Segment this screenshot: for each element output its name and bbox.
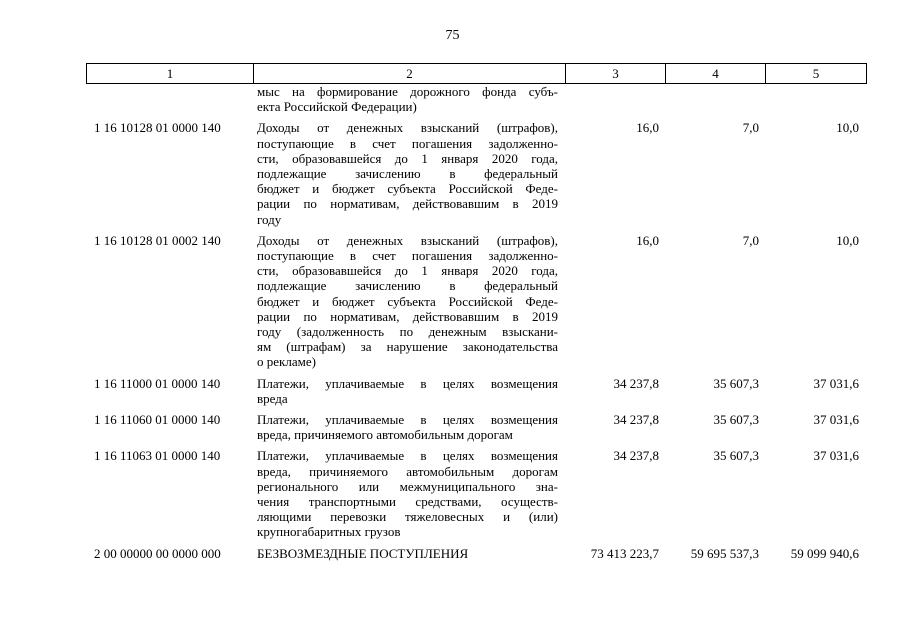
- revenue-name-line: Доходы от денежных взысканий (штрафов),: [257, 120, 558, 136]
- header-cell-2: 2: [254, 64, 566, 83]
- revenue-name: [253, 84, 565, 114]
- budget-code: 1 16 11000 01 0000 140: [94, 375, 221, 391]
- revenue-name-line: крупногабаритных грузов: [257, 524, 401, 540]
- value-v3: [565, 84, 665, 114]
- revenue-name-line: Платежи, уплачиваемые в целях возмещения: [257, 448, 558, 464]
- revenue-name: [253, 233, 565, 370]
- revenue-name-line: регионального или межмуниципального зна-: [257, 478, 558, 494]
- revenue-name-line: екта Российской Федерации): [257, 99, 417, 115]
- revenue-name: [253, 120, 565, 226]
- budget-code: 2 00 00000 00 0000 000: [94, 545, 221, 561]
- header-cell-5: 5: [812, 66, 820, 81]
- revenue-name-line: вреда, причиняемого автомобильным дорогам: [257, 463, 558, 479]
- revenue-name-line: сти, образовавшейся до 1 января 2020 года,: [257, 150, 558, 166]
- table-row: [86, 84, 865, 114]
- revenue-name-line: году: [257, 211, 282, 227]
- value-v3: 16,0: [636, 120, 659, 136]
- table-row: [86, 233, 865, 370]
- revenue-name-line: ляющими перевозки тяжеловесных и (или): [257, 509, 558, 525]
- revenue-name: [253, 376, 565, 406]
- revenue-name-line: ям (штрафам) за нарушение законодательства: [257, 339, 558, 355]
- header-cell-3: 3: [566, 64, 666, 83]
- value-v5: [765, 84, 865, 114]
- value-v4: [665, 84, 765, 114]
- table-row: [86, 448, 865, 539]
- value-v5: 10,0: [836, 120, 859, 136]
- revenue-name-line: вреда, причиняемого автомобильным дорогам: [257, 427, 513, 443]
- budget-code: 1 16 11063 01 0000 140: [94, 448, 221, 464]
- revenue-name-line: вреда: [257, 390, 288, 406]
- revenue-name-line: поступающие в счет погашения задолженно-: [257, 248, 558, 264]
- value-v5: 37 031,6: [813, 375, 859, 391]
- page-number: 75: [445, 28, 460, 43]
- revenue-name-line: мыс на формирование дорожного фонда субъ-: [257, 84, 558, 99]
- header-cell-1: 1: [87, 64, 254, 83]
- revenue-name: [253, 412, 565, 442]
- revenue-name-line: Доходы от денежных взысканий (штрафов),: [257, 232, 558, 248]
- revenue-name-line: чения транспортными средствами, осуществ-: [257, 494, 558, 510]
- table-row: [86, 120, 865, 226]
- value-v5: 37 031,6: [813, 448, 859, 464]
- budget-code: [86, 84, 253, 114]
- value-v4: 35 607,3: [713, 448, 759, 464]
- value-v4: 7,0: [742, 120, 759, 136]
- revenue-name-line: бюджет и бюджет субъекта Российской Феде-: [257, 293, 558, 309]
- value-v5: 59 099 940,6: [790, 545, 859, 561]
- value-v3: 34 237,8: [613, 375, 659, 391]
- revenue-name-line: сти, образовавшейся до 1 января 2020 года,: [257, 263, 558, 279]
- revenue-name: [253, 448, 565, 539]
- value-v3: 73 413 223,7: [590, 545, 659, 561]
- revenue-name-line: подлежащие зачислению в федеральный: [257, 166, 558, 182]
- budget-code: 1 16 11060 01 0000 140: [94, 412, 221, 428]
- revenue-name-line: Платежи, уплачиваемые в целях возмещения: [257, 375, 558, 391]
- table-row: [86, 376, 865, 406]
- value-v3: 16,0: [636, 232, 659, 248]
- value-v5: 10,0: [836, 232, 859, 248]
- revenue-name-line: рации по нормативам, действовавшим в 2019: [257, 196, 558, 212]
- revenue-name-line: Платежи, уплачиваемые в целях возмещения: [257, 412, 558, 428]
- table-header: [86, 63, 867, 84]
- header-cell-4: 4: [666, 64, 766, 83]
- value-v3: 34 237,8: [613, 448, 659, 464]
- revenue-name-line: подлежащие зачислению в федеральный: [257, 278, 558, 294]
- table-row: [86, 412, 865, 442]
- value-v5: 37 031,6: [813, 412, 859, 428]
- budget-code: 1 16 10128 01 0000 140: [94, 120, 221, 136]
- value-v4: 35 607,3: [713, 375, 759, 391]
- value-v4: 59 695 537,3: [690, 545, 759, 561]
- value-v3: 34 237,8: [613, 412, 659, 428]
- value-v4: 7,0: [742, 232, 759, 248]
- revenue-name: [253, 546, 565, 561]
- budget-code: 1 16 10128 01 0002 140: [94, 232, 221, 248]
- revenue-name-line: о рекламе): [257, 354, 316, 370]
- revenue-name-line: БЕЗВОЗМЕЗДНЫЕ ПОСТУПЛЕНИЯ: [257, 545, 469, 561]
- revenue-name-line: поступающие в счет погашения задолженно-: [257, 135, 558, 151]
- revenue-name-line: бюджет и бюджет субъекта Российской Феде-: [257, 181, 558, 197]
- revenue-name-line: рации по нормативам, действовавшим в 2019: [257, 308, 558, 324]
- revenue-name-line: году (задолженность по денежным взыскани-: [257, 324, 558, 340]
- table-body: [86, 84, 865, 567]
- table-row: [86, 546, 865, 561]
- value-v4: 35 607,3: [713, 412, 759, 428]
